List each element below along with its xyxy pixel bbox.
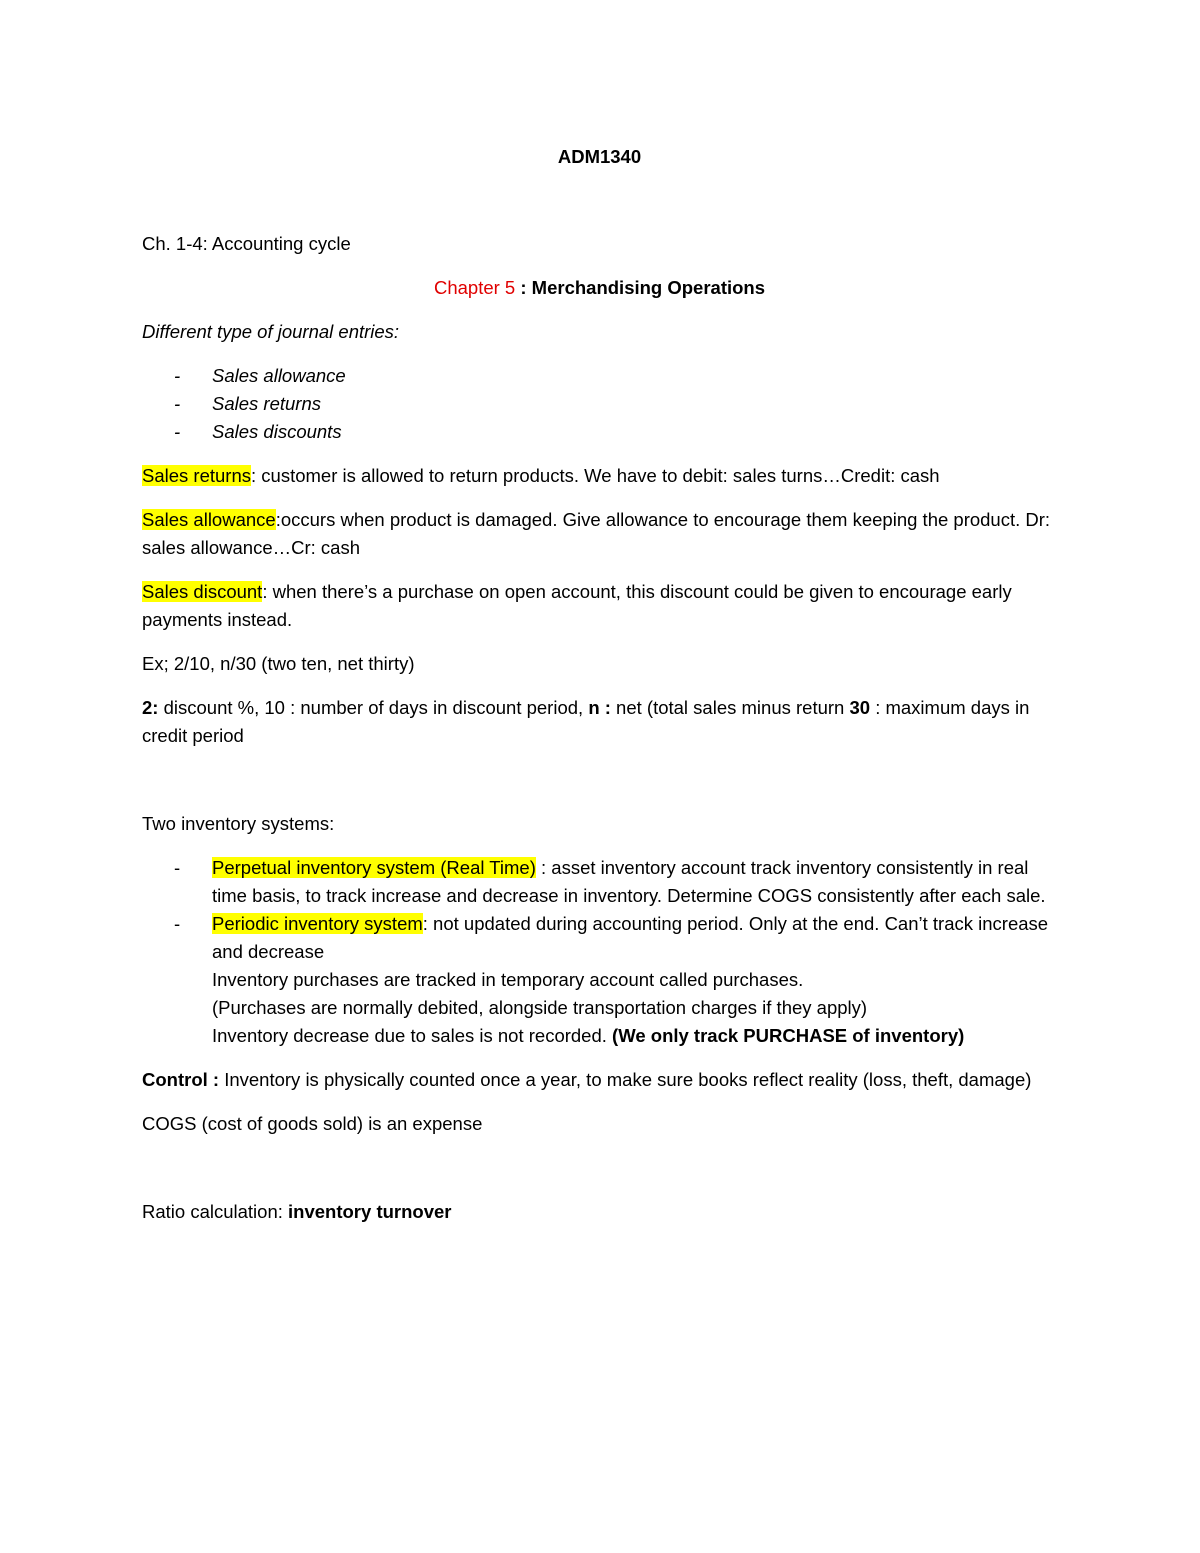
chapter-name: Merchandising Operations <box>531 277 766 298</box>
bold-key: n : <box>588 697 611 718</box>
bold-key: 2: <box>142 697 159 718</box>
definition-text: Inventory purchases are tracked in temporary account called purchases. <box>212 969 804 990</box>
definition-text: discount %, 10 : number of days in discount period, <box>158 697 589 718</box>
highlighted-term: Sales allowance <box>142 509 276 530</box>
chapter-separator: : <box>515 277 532 298</box>
definition-text: net (total sales minus return <box>610 697 850 718</box>
document-title: ADM1340 <box>557 146 642 167</box>
highlighted-term: Sales returns <box>142 465 251 486</box>
chapter-heading <box>142 274 1057 302</box>
chapter-range-line: Ch. 1-4: Accounting cycle <box>142 233 351 254</box>
sales-returns-paragraph <box>142 462 1057 490</box>
definition-text: Inventory is physically counted once a year, to make sure books reflect reality (loss, theft, damage) <box>219 1069 1032 1090</box>
dash-bullet: - <box>174 365 181 386</box>
example-line: Ex; 2/10, n/30 (two ten, net thirty) <box>142 653 415 674</box>
dash-bullet: - <box>174 393 181 414</box>
definition-text: : not updated during accounting period. Only at the end. Can’t track increase and decrease <box>212 913 1049 962</box>
list-item <box>142 418 1057 446</box>
highlighted-term: Periodic inventory system <box>212 913 423 934</box>
inventory-systems-intro: Two inventory systems: <box>142 813 335 834</box>
bold-key: 30 <box>849 697 871 718</box>
journal-types-list <box>142 362 1057 446</box>
highlighted-term: Perpetual inventory system (Real Time) <box>212 857 536 878</box>
ratio-term: inventory turnover <box>288 1201 452 1222</box>
definition-text: Inventory decrease due to sales is not recorded. <box>212 1025 613 1046</box>
definition-text: : asset inventory account track inventory consistently in real time basis, to track increase and decrease in inventory. Determine COGS consistently after each sale. <box>212 857 1046 906</box>
ratio-label: Ratio calculation: <box>142 1201 289 1222</box>
document-page <box>142 140 1057 1242</box>
list-item-label: Sales discounts <box>212 421 342 442</box>
list-item <box>142 854 1057 910</box>
cogs-line: COGS (cost of goods sold) is an expense <box>142 1113 483 1134</box>
journal-entries-intro: Different type of journal entries: <box>142 321 400 342</box>
dash-bullet: - <box>174 857 181 878</box>
highlighted-term: Sales discount <box>142 581 263 602</box>
list-item-label: Sales returns <box>212 393 321 414</box>
sales-discount-paragraph <box>142 578 1057 634</box>
inventory-systems-list <box>142 854 1057 1050</box>
ratio-line <box>142 1198 1057 1226</box>
dash-bullet: - <box>174 913 181 934</box>
sales-allowance-paragraph <box>142 506 1057 562</box>
definition-text: :occurs when product is damaged. Give allowance to encourage them keeping the product. Dr: sales allowance…Cr: cash <box>142 509 1051 558</box>
list-item <box>142 910 1057 1050</box>
definition-text: : maximum days in credit period <box>142 697 1030 746</box>
bold-note: (We only track PURCHASE of inventory) <box>612 1025 965 1046</box>
control-paragraph <box>142 1066 1057 1094</box>
bold-key: Control : <box>142 1069 220 1090</box>
definition-text: : when there’s a purchase on open account, this discount could be given to encourage early payments instead. <box>142 581 1012 630</box>
list-item <box>142 362 1057 390</box>
dash-bullet: - <box>174 421 181 442</box>
chapter-label: Chapter 5 <box>433 277 516 298</box>
list-item-label: Sales allowance <box>212 365 346 386</box>
list-item <box>142 390 1057 418</box>
definition-text: : customer is allowed to return products. We have to debit: sales turns…Credit: cash <box>251 465 940 486</box>
definition-text: (Purchases are normally debited, alongside transportation charges if they apply) <box>212 997 868 1018</box>
terms-definition-paragraph <box>142 694 1057 750</box>
